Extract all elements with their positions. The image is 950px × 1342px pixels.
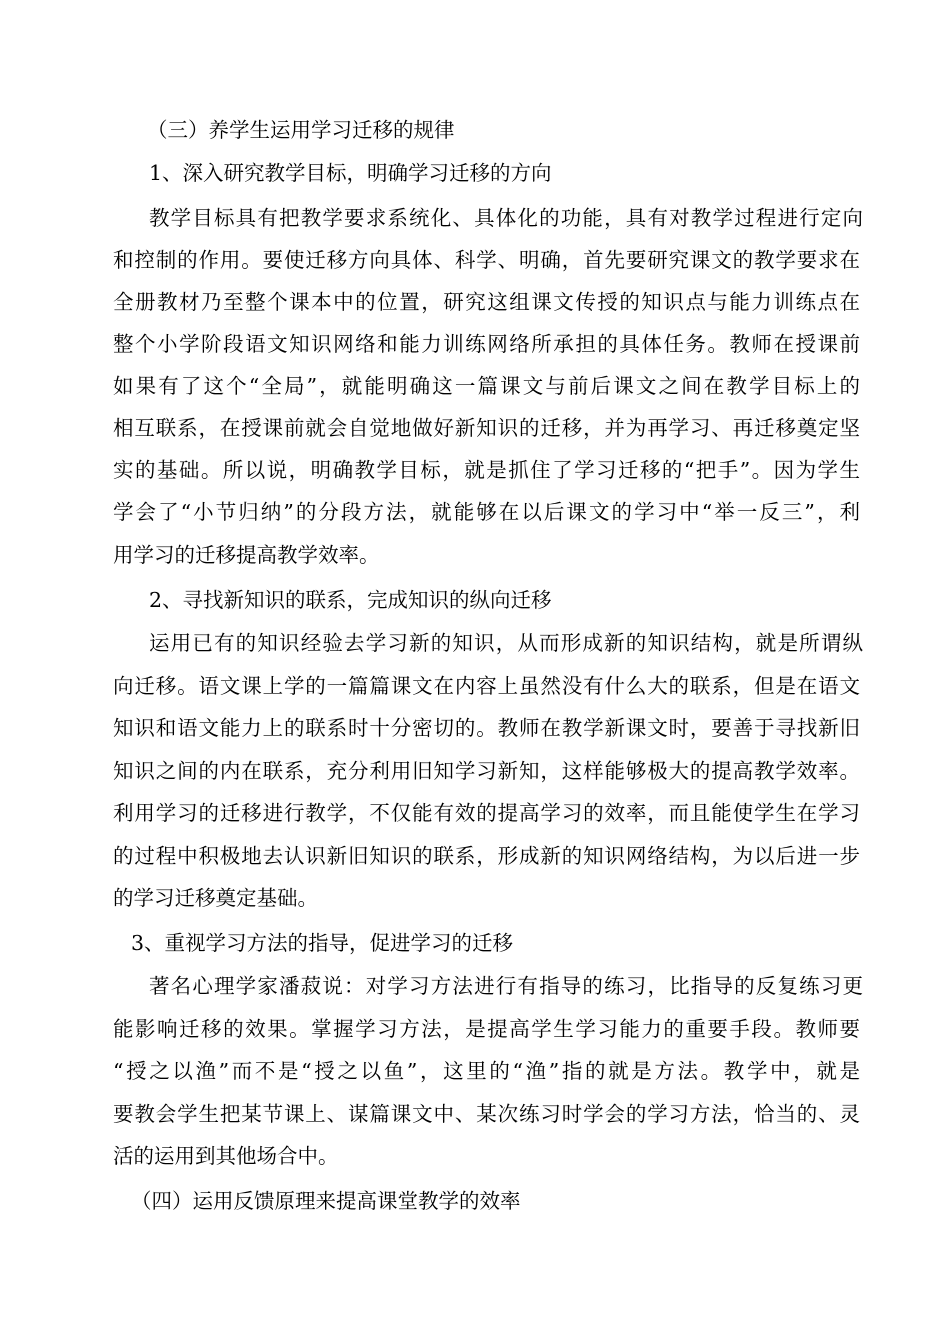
paragraph-line: 如果有了这个“全局”，就能明确这一篇课文与前后课文之间在教学目标上的 — [113, 374, 860, 398]
section-heading-3: （三）养学生运用学习迁移的规律 — [147, 118, 455, 142]
paragraph-line: 和控制的作用。要使迁移方向具体、科学、明确，首先要研究课文的教学要求在 — [113, 248, 860, 272]
paragraph-line: 的学习迁移奠定基础。 — [113, 886, 318, 910]
paragraph-line: 实的基础。所以说，明确教学目标，就是抓住了学习迁移的“把手”。因为学生 — [113, 458, 860, 482]
paragraph-line: 全册教材乃至整个课本中的位置，研究这组课文传授的知识点与能力训练点在 — [113, 290, 860, 314]
paragraph-line: 活的运用到其他场合中。 — [113, 1144, 339, 1168]
paragraph-line: “授之以渔”而不是“授之以鱼”，这里的“渔”指的就是方法。教学中，就是 — [113, 1059, 860, 1083]
subheading-3: 3、重视学习方法的指导，促进学习的迁移 — [131, 931, 514, 955]
paragraph-line: 相互联系，在授课前就会自觉地做好新知识的迁移，并为再学习、再迁移奠定坚 — [113, 416, 860, 440]
paragraph-line: 向迁移。语文课上学的一篇篇课文在内容上虽然没有什么大的联系，但是在语文 — [113, 674, 860, 698]
paragraph-line: 利用学习的迁移进行教学，不仅能有效的提高学习的效率，而且能使学生在学习 — [113, 801, 860, 825]
section-heading-4: （四）运用反馈原理来提高课堂教学的效率 — [131, 1189, 521, 1213]
subheading-2: 2、寻找新知识的联系，完成知识的纵向迁移 — [149, 588, 552, 612]
paragraph-line: 用学习的迁移提高教学效率。 — [113, 543, 380, 567]
paragraph-line: 运用已有的知识经验去学习新的知识，从而形成新的知识结构，就是所谓纵 — [149, 631, 863, 655]
paragraph-line: 著名心理学家潘菽说：对学习方法进行有指导的练习，比指导的反复练习更 — [149, 974, 863, 998]
paragraph-line: 学会了“小节归纳”的分段方法，就能够在以后课文的学习中“举一反三”，利 — [113, 500, 860, 524]
paragraph-line: 知识之间的内在联系，充分利用旧知学习新知，这样能够极大的提高教学效率。 — [113, 759, 860, 783]
paragraph-line: 整个小学阶段语文知识网络和能力训练网络所承担的具体任务。教师在授课前 — [113, 332, 860, 356]
paragraph-line: 教学目标具有把教学要求系统化、具体化的功能，具有对教学过程进行定向 — [149, 206, 863, 230]
subheading-1: 1、深入研究教学目标，明确学习迁移的方向 — [149, 161, 552, 185]
paragraph-line: 的过程中积极地去认识新旧知识的联系，形成新的知识网络结构，为以后进一步 — [113, 844, 860, 868]
paragraph-line: 能影响迁移的效果。掌握学习方法，是提高学生学习能力的重要手段。教师要 — [113, 1017, 860, 1041]
paragraph-line: 知识和语文能力上的联系时十分密切的。教师在教学新课文时，要善于寻找新旧 — [113, 716, 860, 740]
paragraph-line: 要教会学生把某节课上、谋篇课文中、某次练习时学会的学习方法，恰当的、灵 — [113, 1102, 860, 1126]
